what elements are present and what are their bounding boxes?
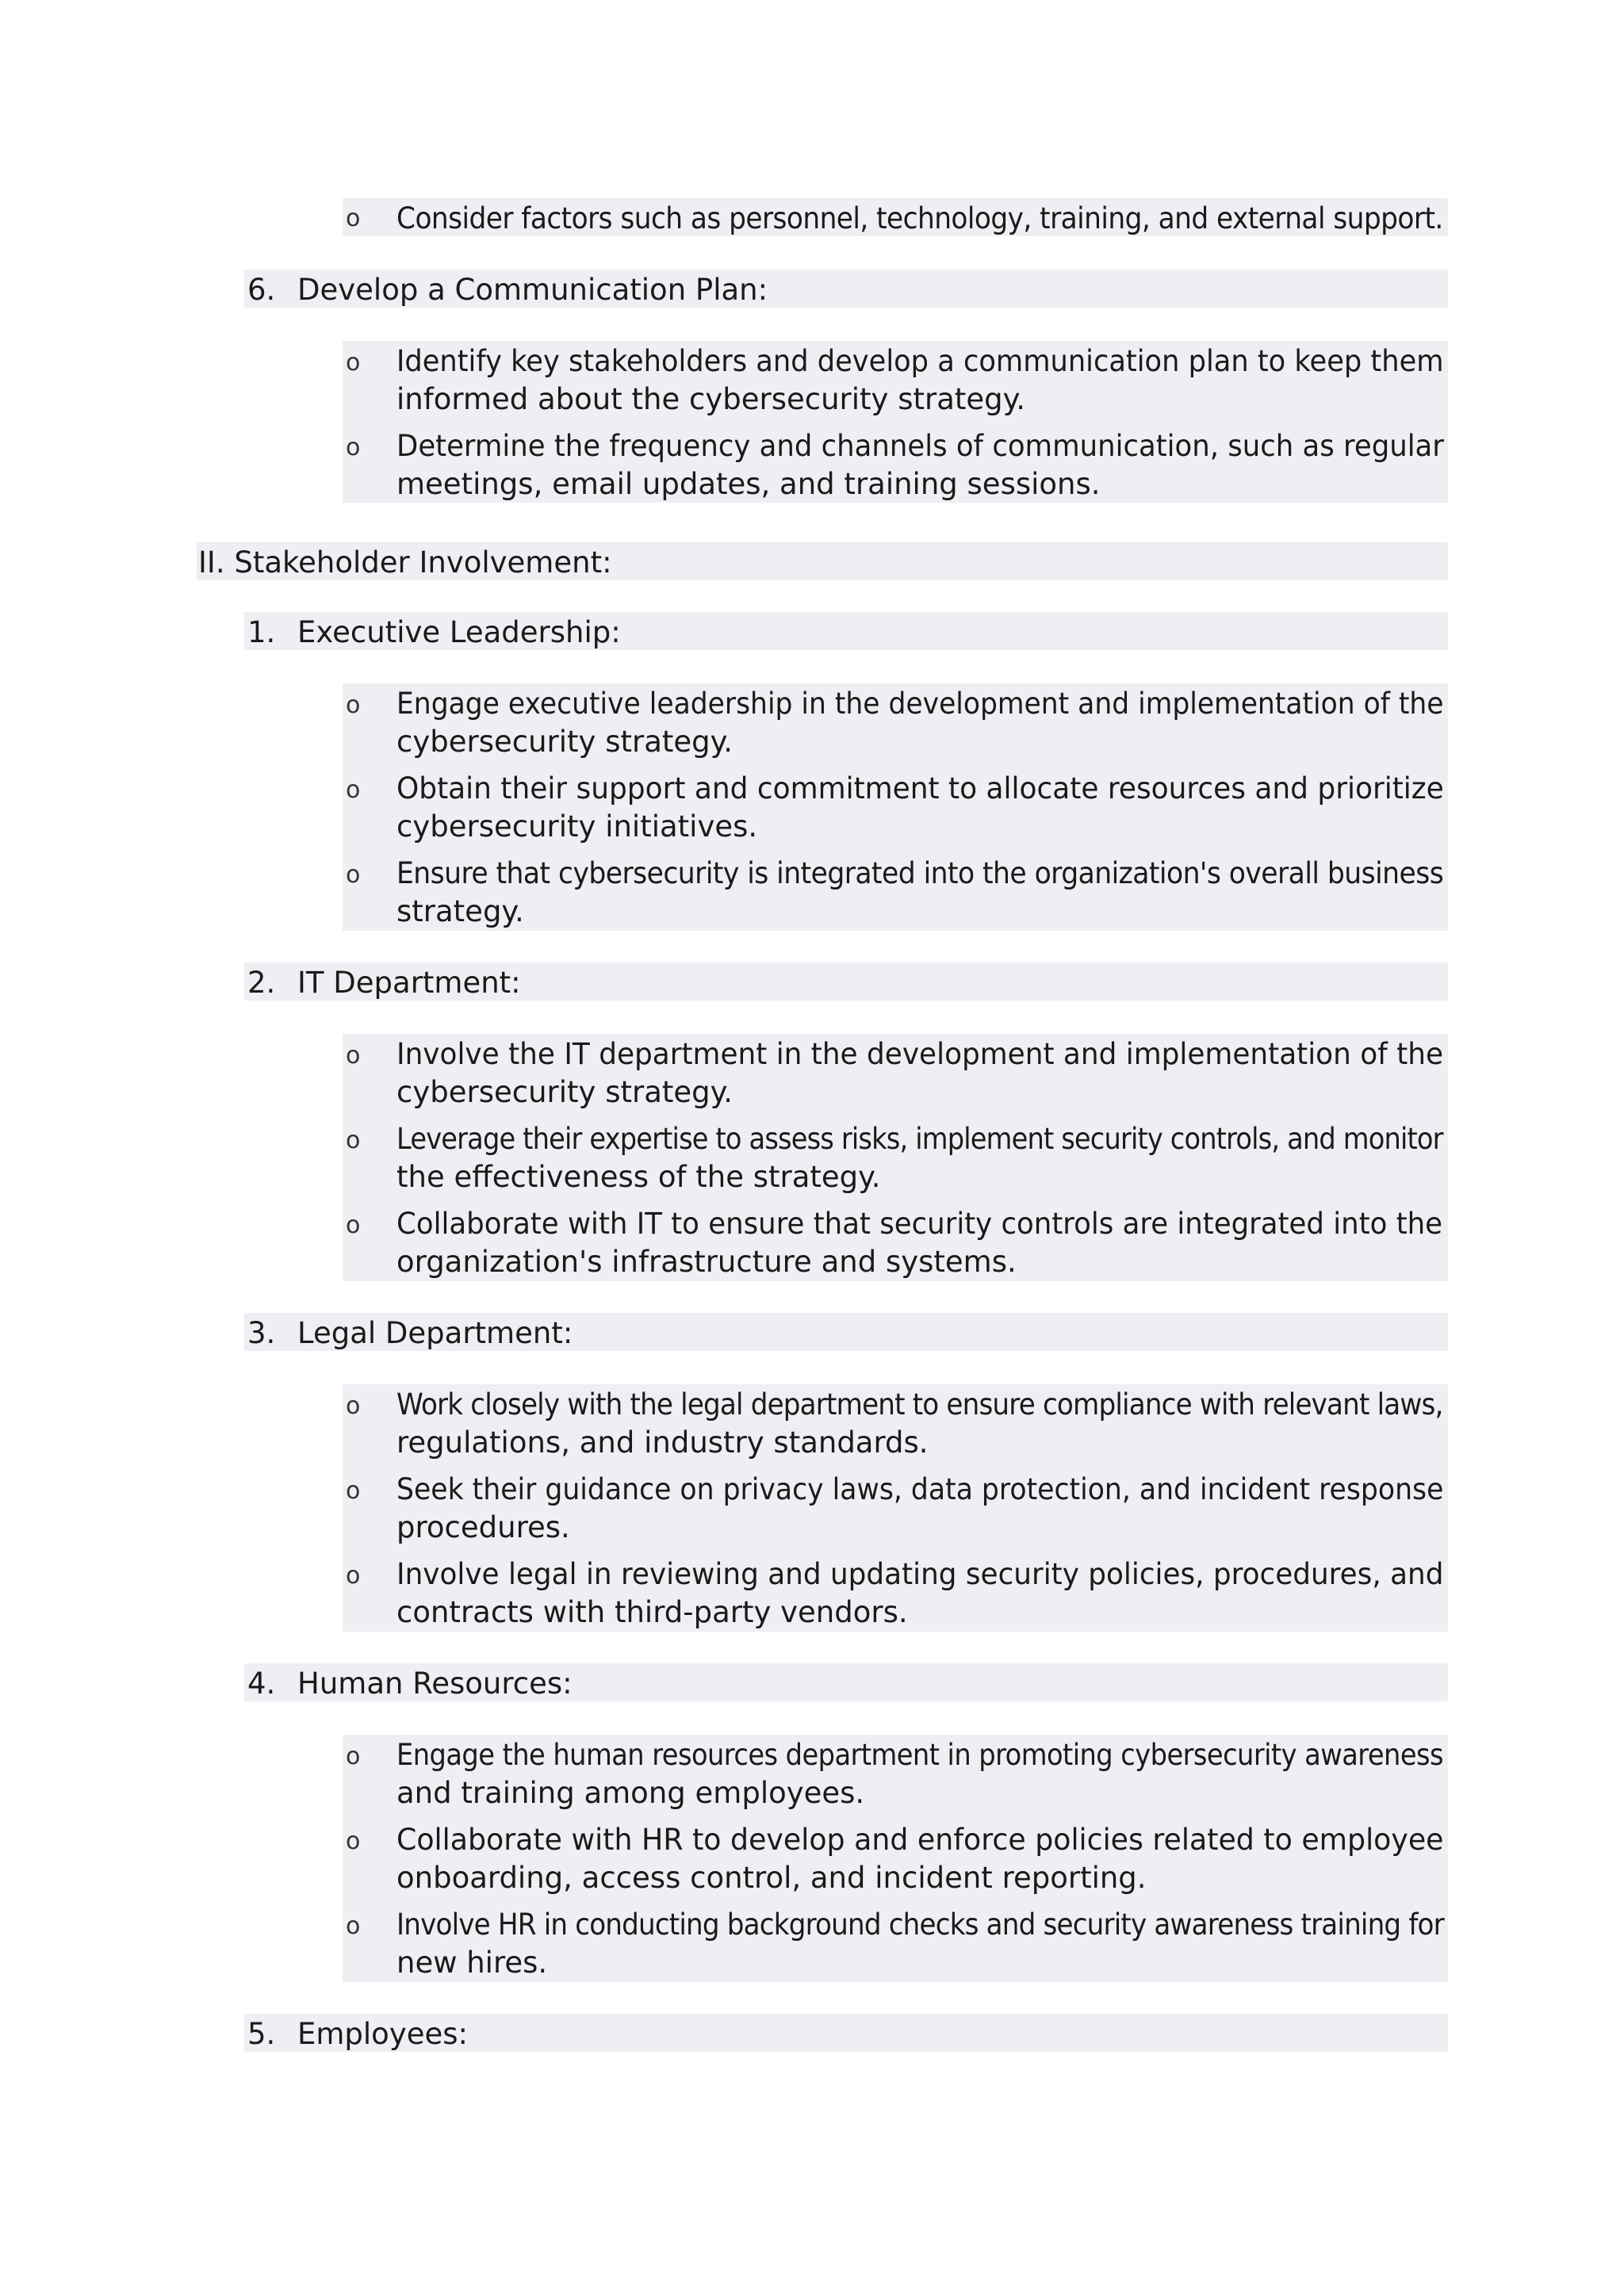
bullet-marker: o: [346, 1211, 361, 1239]
list-item-title: IT Department:: [297, 966, 521, 1000]
list-item-title: Employees:: [297, 2017, 468, 2051]
bullet-text: Involve HR in conducting background checks and security awareness training for: [396, 1908, 1444, 1942]
bullet-text: Identify key stakeholders and develop a communication plan to keep them: [396, 344, 1444, 378]
bullet-text: regulations, and industry standards.: [396, 1425, 929, 1460]
bullet-text: informed about the cybersecurity strategy.: [396, 382, 1026, 416]
list-item-title: Legal Department:: [297, 1316, 573, 1350]
bullet-text: strategy.: [396, 894, 524, 928]
bullet-text: procedures.: [396, 1510, 570, 1544]
bullet-text: Engage executive leadership in the development and implementation of the: [396, 687, 1444, 721]
list-number: 6.: [247, 273, 276, 307]
bullet-text: Determine the frequency and channels of communication, such as regular: [396, 429, 1444, 463]
bullet-marker: o: [346, 1392, 361, 1420]
bullet-text: Seek their guidance on privacy laws, data protection, and incident response: [396, 1472, 1444, 1506]
bullet-marker: o: [346, 1743, 361, 1770]
bullet-text: Leverage their expertise to assess risks, implement security controls, and monitor: [396, 1122, 1443, 1156]
bullet-marker: o: [346, 205, 361, 232]
bullet-text: Involve legal in reviewing and updating security policies, procedures, and: [396, 1557, 1444, 1591]
bullet-text: the effectiveness of the strategy.: [396, 1160, 881, 1194]
bullet-text: onboarding, access control, and incident reporting.: [396, 1861, 1147, 1895]
bullet-text: Engage the human resources department in promoting cybersecurity awareness: [396, 1738, 1443, 1772]
bullet-marker: o: [346, 691, 361, 719]
bullet-marker: o: [346, 1477, 361, 1505]
list-number: 4.: [247, 1667, 276, 1701]
bullet-marker: o: [346, 861, 361, 889]
list-number: 3.: [247, 1316, 276, 1350]
bullet-marker: o: [346, 349, 361, 377]
bullet-text: Collaborate with IT to ensure that security controls are integrated into the: [396, 1207, 1443, 1241]
bullet-text: new hires.: [396, 1946, 548, 1980]
bullet-text: Involve the IT department in the development and implementation of the: [396, 1037, 1444, 1071]
bullet-text: cybersecurity initiatives.: [396, 809, 758, 844]
bullet-text: Work closely with the legal department to ensure compliance with relevant laws,: [396, 1387, 1443, 1422]
list-item-title: Executive Leadership:: [297, 615, 621, 649]
list-number: 5.: [247, 2017, 276, 2051]
bullet-marker: o: [346, 1827, 361, 1855]
bullet-text: organization's infrastructure and systems.: [396, 1245, 1017, 1279]
bullet-marker: o: [346, 1042, 361, 1070]
bullet-text: Obtain their support and commitment to allocate resources and prioritize: [396, 771, 1444, 806]
bullet-text: contracts with third-party vendors.: [396, 1595, 908, 1629]
bullet-text: meetings, email updates, and training sessions.: [396, 467, 1101, 501]
list-number: 2.: [247, 966, 276, 1000]
list-number: 1.: [247, 615, 276, 649]
bullet-text: Consider factors such as personnel, technology, training, and external support.: [396, 201, 1443, 235]
bullet-text: cybersecurity strategy.: [396, 725, 733, 759]
bullet-text: cybersecurity strategy.: [396, 1075, 733, 1109]
section-heading-text: II. Stakeholder Involvement:: [198, 545, 612, 580]
bullet-marker: o: [346, 434, 361, 461]
list-item-title: Develop a Communication Plan:: [297, 273, 768, 307]
bullet-marker: o: [346, 1912, 361, 1940]
bullet-marker: o: [346, 1562, 361, 1590]
bullet-text: Collaborate with HR to develop and enforce policies related to employee: [396, 1823, 1444, 1857]
bullet-marker: o: [346, 776, 361, 804]
bullet-marker: o: [346, 1127, 361, 1154]
list-item-title: Human Resources:: [297, 1667, 573, 1701]
bullet-text: Ensure that cybersecurity is integrated into the organization's overall business: [396, 856, 1444, 890]
bullet-text: and training among employees.: [396, 1776, 865, 1810]
